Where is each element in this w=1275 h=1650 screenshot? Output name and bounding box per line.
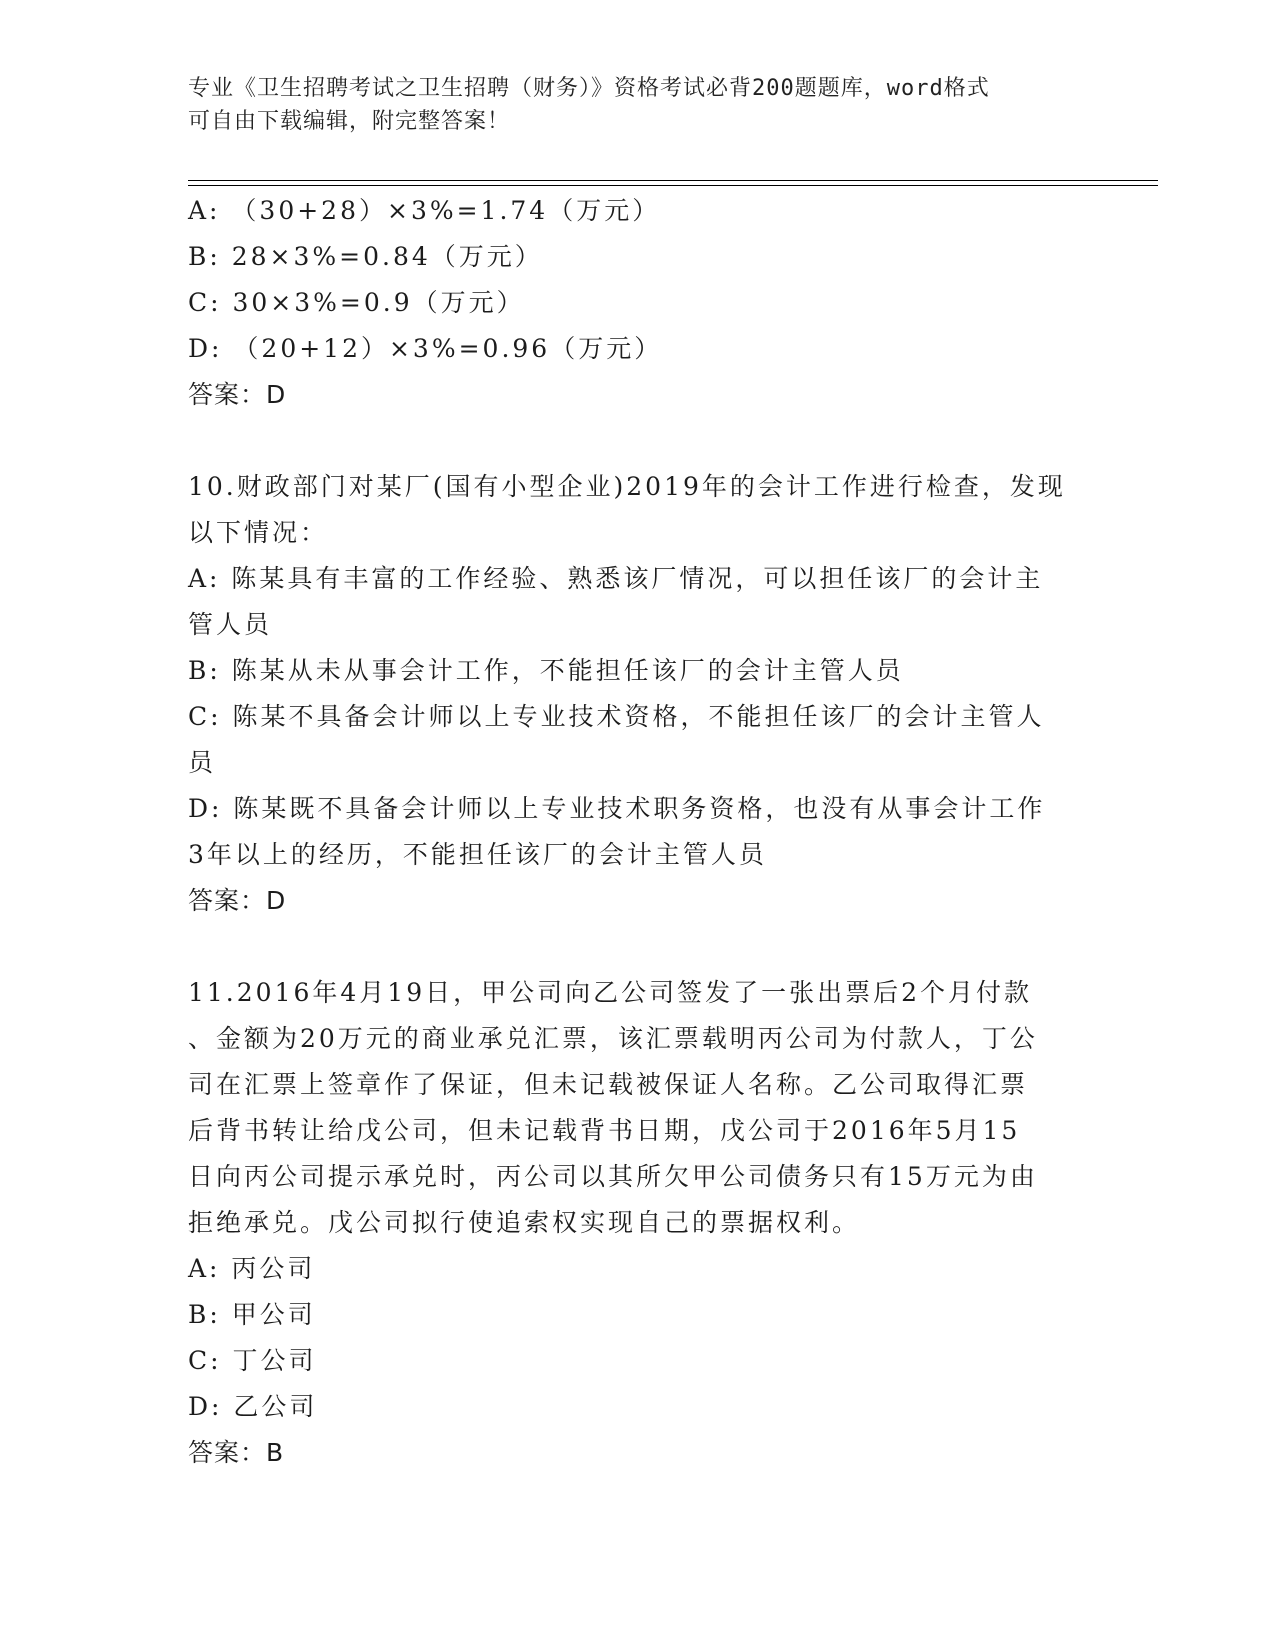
- header-line-1: 专业《卫生招聘考试之卫生招聘（财务）》资格考试必背200题题库，word格式: [188, 76, 990, 101]
- q11-stem-line-6: 拒绝承兑。戊公司拟行使追索权实现自己的票据权利。: [188, 1208, 861, 1237]
- q10-stem-line-2: 以下情况：: [188, 518, 329, 547]
- q10-option-a-cont: 管人员: [188, 610, 273, 639]
- q10-option-d: D: 陈某既不具备会计师以上专业技术职务资格，也没有从事会计工作: [188, 794, 1046, 823]
- q9-answer: 答案：D: [188, 380, 287, 409]
- header-line-2: 可自由下载编辑，附完整答案！: [188, 109, 511, 134]
- document-body: [188, 188, 1088, 1476]
- q11-stem-line-2: 、金额为20万元的商业承兑汇票，该汇票载明丙公司为付款人，丁公: [188, 1024, 1038, 1053]
- q9-option-b: B: 28×3%=0.84（万元）: [188, 242, 543, 271]
- spacer: [188, 418, 1088, 464]
- q10-option-d-cont: 3年以上的经历，不能担任该厂的会计主管人员: [188, 840, 767, 869]
- header-rule-top: [188, 180, 1158, 181]
- q11-stem-line-4: 后背书转让给戊公司，但未记载背书日期，戊公司于2016年5月15: [188, 1116, 1021, 1145]
- q10-stem-line-1: 10.财政部门对某厂(国有小型企业)2019年的会计工作进行检查，发现: [188, 472, 1066, 501]
- q9-option-a: A: （30+28）×3%=1.74（万元）: [188, 196, 661, 225]
- question-10: [188, 464, 1088, 924]
- spacer: [188, 924, 1088, 970]
- header-rule-bottom: [188, 185, 1158, 186]
- q11-stem-line-1: 11.2016年4月19日，甲公司向乙公司签发了一张出票后2个月付款: [188, 978, 1033, 1007]
- q10-option-a: A: 陈某具有丰富的工作经验、熟悉该厂情况，可以担任该厂的会计主: [188, 564, 1044, 593]
- document-header: [188, 72, 1088, 138]
- question-9: [188, 188, 1088, 418]
- q11-option-d: D: 乙公司: [188, 1392, 318, 1421]
- q9-option-d: D: （20+12）×3%=0.96（万元）: [188, 334, 663, 363]
- q11-stem-line-3: 司在汇票上签章作了保证，但未记载被保证人名称。乙公司取得汇票: [188, 1070, 1029, 1099]
- q11-option-b: B: 甲公司: [188, 1300, 316, 1329]
- q10-answer: 答案：D: [188, 886, 287, 915]
- q11-answer: 答案：B: [188, 1438, 285, 1467]
- q10-option-c-cont: 员: [188, 748, 217, 777]
- q10-option-c: C: 陈某不具备会计师以上专业技术资格，不能担任该厂的会计主管人: [188, 702, 1045, 731]
- q9-option-c: C: 30×3%=0.9（万元）: [188, 288, 525, 317]
- q10-option-b: B: 陈某从未从事会计工作，不能担任该厂的会计主管人员: [188, 656, 904, 685]
- q11-option-a: A: 丙公司: [188, 1254, 316, 1283]
- question-11: [188, 970, 1088, 1476]
- q11-stem-line-5: 日向丙公司提示承兑时，丙公司以其所欠甲公司债务只有15万元为由: [188, 1162, 1038, 1191]
- q11-option-c: C: 丁公司: [188, 1346, 317, 1375]
